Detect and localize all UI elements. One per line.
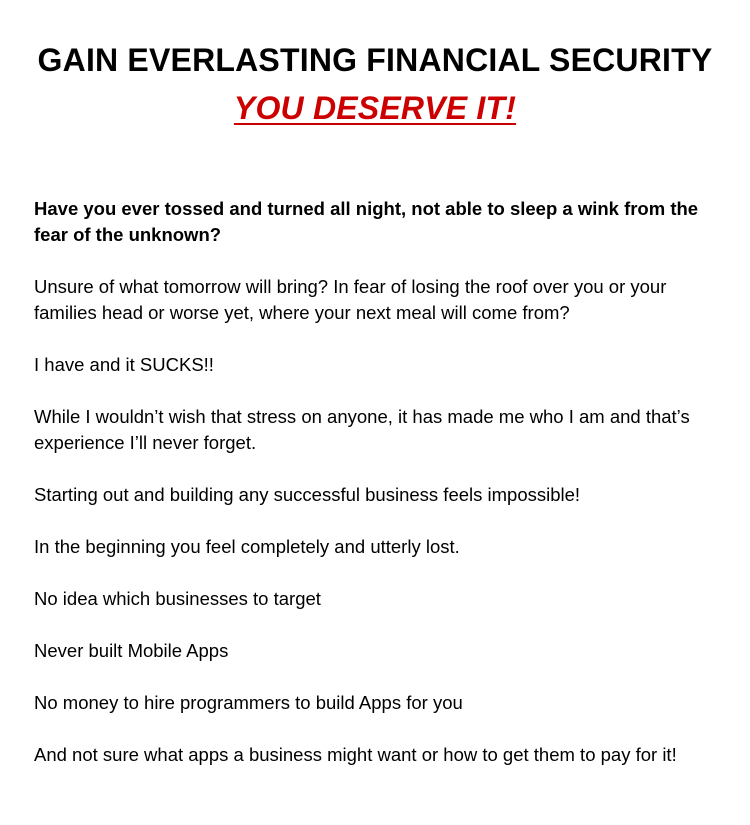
body-copy xyxy=(34,196,734,794)
paragraph: Starting out and building any successful business feels impossible! xyxy=(34,484,581,505)
paragraph: While I wouldn’t wish that stress on anyone, it has made me who I am and that’s experience I’ll never forget. xyxy=(34,406,690,453)
paragraph: I have and it SUCKS!! xyxy=(34,354,214,375)
sub-headline: YOU DESERVE IT! xyxy=(233,90,517,126)
paragraph: And not sure what apps a business might want or how to get them to pay for it! xyxy=(34,744,677,765)
paragraph: Never built Mobile Apps xyxy=(34,640,229,661)
paragraph: No money to hire programmers to build Apps for you xyxy=(34,692,463,713)
paragraph: In the beginning you feel completely and utterly lost. xyxy=(34,536,460,557)
paragraph: Unsure of what tomorrow will bring? In fear of losing the roof over you or your families head or worse yet, where your next meal will come from? xyxy=(34,276,667,323)
paragraph: No idea which businesses to target xyxy=(34,588,321,609)
paragraph-intro-question: Have you ever tossed and turned all night, not able to sleep a wink from the fear of the unknown? xyxy=(34,198,699,245)
main-headline: GAIN EVERLASTING FINANCIAL SECURITY xyxy=(37,42,713,78)
